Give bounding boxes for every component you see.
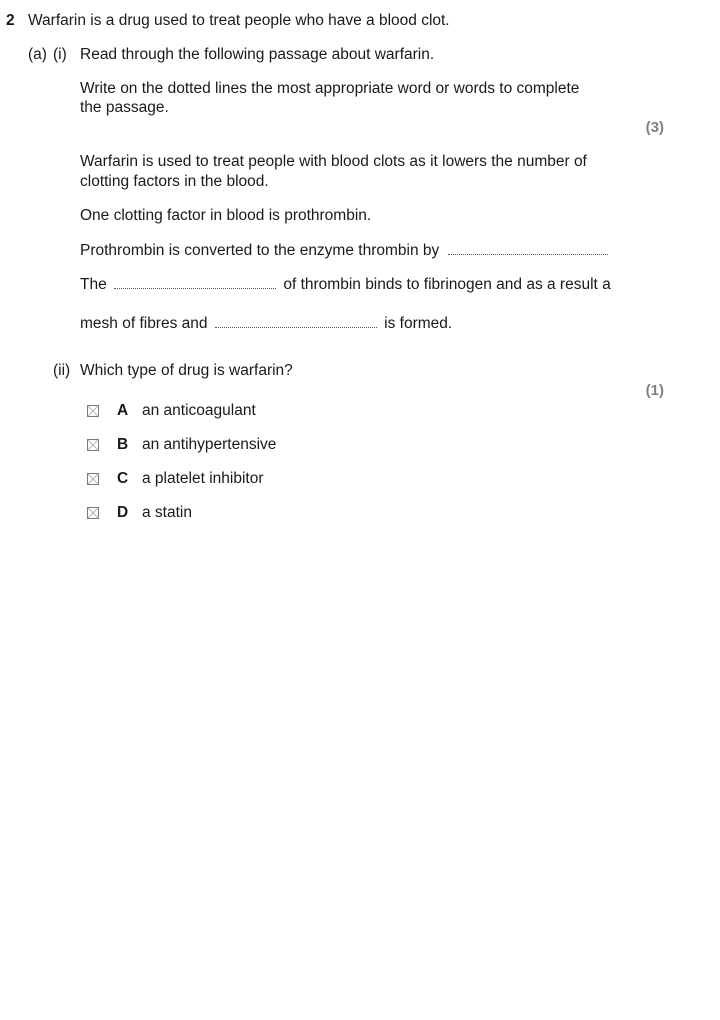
gap3-after-text: is formed. <box>384 315 453 332</box>
part-ii-label: (ii) <box>53 362 71 379</box>
checkbox-c-icon[interactable] <box>87 473 99 485</box>
option-d-text: a statin <box>142 504 192 521</box>
gap2-after-text: of thrombin binds to fibrinogen and as a result a <box>283 276 611 293</box>
option-c-letter: C <box>117 470 129 487</box>
gap2-before-text: The <box>80 276 107 293</box>
part-ii-question: Which type of drug is warfarin? <box>80 362 293 379</box>
option-c-text: a platelet inhibitor <box>142 470 264 487</box>
option-a[interactable] <box>87 401 256 421</box>
passage-p1-line2: clotting factors in the blood. <box>80 173 269 190</box>
gap3-before-text: mesh of fibres and <box>80 315 208 332</box>
instruction-line-2: the passage. <box>80 99 169 116</box>
part-i-intro: Read through the following passage about warfarin. <box>80 46 435 63</box>
answer-gap-3[interactable] <box>215 313 377 328</box>
part-a-label: (a) <box>28 46 47 63</box>
checkbox-d-icon[interactable] <box>87 507 99 519</box>
option-d[interactable] <box>87 503 192 523</box>
passage-gap2-line <box>80 274 611 295</box>
passage-p1-line1: Warfarin is used to treat people with blood clots as it lowers the number of <box>80 153 587 170</box>
checkbox-a-icon[interactable] <box>87 405 99 417</box>
option-b-letter: B <box>117 436 129 453</box>
option-b-text: an antihypertensive <box>142 436 277 453</box>
answer-gap-2[interactable] <box>114 274 276 289</box>
option-c[interactable] <box>87 469 264 489</box>
question-stem: Warfarin is a drug used to treat people who have a blood clot. <box>28 12 450 29</box>
gap1-before-text: Prothrombin is converted to the enzyme thrombin by <box>80 242 440 259</box>
option-a-letter: A <box>117 402 129 419</box>
part-i-label: (i) <box>53 46 67 63</box>
checkbox-b-icon[interactable] <box>87 439 99 451</box>
instruction-line-1: Write on the dotted lines the most appropriate word or words to complete <box>80 80 580 97</box>
option-d-letter: D <box>117 504 129 521</box>
question-number: 2 <box>6 12 15 29</box>
passage-gap3-line <box>80 313 452 334</box>
option-b[interactable] <box>87 435 276 455</box>
option-a-text: an anticoagulant <box>142 402 256 419</box>
passage-p2: One clotting factor in blood is prothrombin. <box>80 207 372 224</box>
part-ii-marks: (1) <box>645 382 664 399</box>
part-i-marks: (3) <box>645 119 664 136</box>
answer-gap-1[interactable] <box>448 240 608 255</box>
passage-gap1-line <box>80 240 608 261</box>
